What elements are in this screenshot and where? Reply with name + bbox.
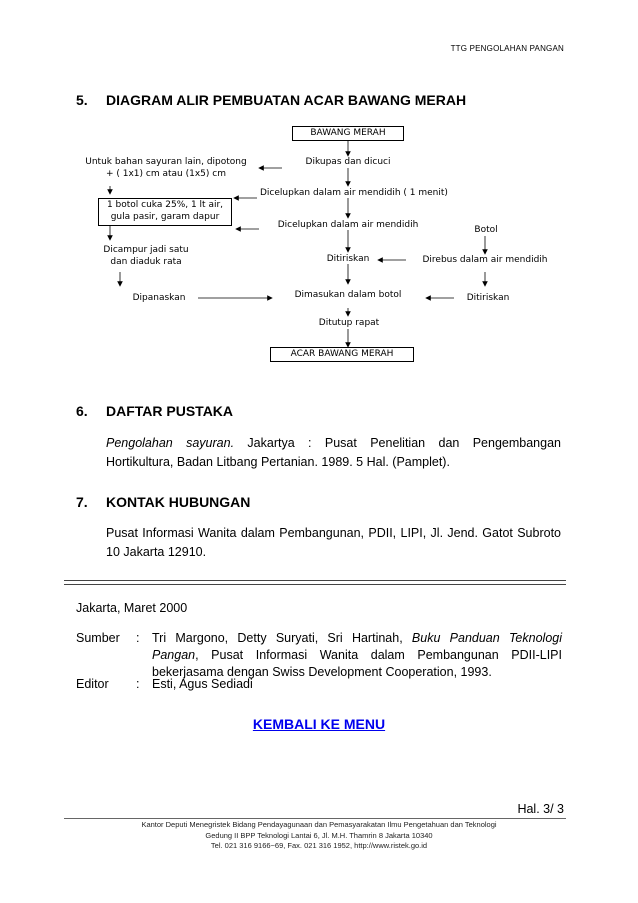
- source-book-title: Buku Panduan Teknologi Pangan: [152, 631, 562, 662]
- section-7-title: KONTAK HUBUNGAN: [106, 494, 251, 510]
- source-colon: :: [136, 631, 140, 645]
- drain-bottle-step: Ditiriskan: [466, 293, 510, 303]
- bottle-label: Botol: [474, 225, 498, 235]
- step-peel: Dikupas dan dicuci: [305, 157, 391, 167]
- footer: [0, 820, 638, 852]
- end-box: ACAR BAWANG MERAH: [270, 347, 414, 362]
- section-6-title: DAFTAR PUSTAKA: [106, 403, 234, 419]
- note-cut-2: + ( 1x1) cm atau (1x5) cm: [105, 169, 226, 179]
- back-to-menu-link[interactable]: KEMBALI KE MENU: [252, 716, 386, 732]
- step-drain: Ditiriskan: [326, 254, 370, 264]
- mix-line-2: dan diaduk rata: [110, 257, 182, 267]
- heat-step: Dipanaskan: [132, 293, 186, 303]
- editor-colon: :: [136, 677, 140, 691]
- editor-label: Editor: [76, 677, 109, 691]
- section-5-number: 5.: [76, 92, 88, 108]
- footer-line-3: Tel. 021 316 9166~69, Fax. 021 316 1952, http://www.ristek.go.id: [210, 841, 428, 850]
- divider-top: [64, 580, 566, 581]
- flow-diagram: [76, 118, 566, 378]
- page-number: Hal. 3/ 3: [517, 802, 564, 816]
- recipe-line-2: gula pasir, garam dapur: [110, 212, 220, 222]
- editor-value: Esti, Agus Sediadi: [152, 677, 253, 691]
- note-cut-1: Untuk bahan sayuran lain, dipotong: [85, 157, 247, 167]
- step-bottle: Dimasukan dalam botol: [294, 290, 402, 300]
- header-tag: TTG PENGOLAHAN PANGAN: [450, 44, 564, 53]
- source-label: Sumber: [76, 631, 120, 645]
- reference-title: Pengolahan sayuran.: [106, 436, 235, 450]
- step-dip-1: Dicelupkan dalam air mendidih ( 1 menit): [260, 188, 448, 198]
- recipe-line-1: 1 botol cuka 25%, 1 lt air,: [106, 200, 224, 210]
- date-line: Jakarta, Maret 2000: [76, 601, 188, 615]
- step-dip-2: Dicelupkan dalam air mendidih: [277, 220, 419, 230]
- source-text: [152, 630, 562, 681]
- section-5-title: DIAGRAM ALIR PEMBUATAN ACAR BAWANG MERAH: [106, 92, 467, 108]
- boil-bottle-step: Direbus dalam air mendidih: [422, 255, 548, 265]
- step-close: Ditutup rapat: [318, 318, 380, 328]
- reference-details: Jakartya : Pusat Penelitian dan Pengembangan Hortikultura, Badan Litbang Pertanian. 1989. 5 Hal. (Pamplet).: [106, 436, 561, 469]
- recipe-box: [98, 198, 232, 226]
- divider-bottom: [64, 584, 566, 585]
- footer-line-2: Gedung II BPP Teknologi Lantai 6, Jl. M.H. Thamrin 8 Jakarta 10340: [205, 830, 433, 840]
- footer-divider: [64, 818, 566, 819]
- start-box: BAWANG MERAH: [292, 126, 404, 141]
- section-7-number: 7.: [76, 494, 88, 510]
- section-6-number: 6.: [76, 403, 88, 419]
- contact-paragraph: Pusat Informasi Wanita dalam Pembangunan, PDII, LIPI, Jl. Jend. Gatot Subroto 10 Jakarta 12910.: [106, 526, 561, 559]
- source-publisher: , Pusat Informasi Wanita dalam Pembangunan PDII-LIPI bekerjasama dengan Swiss Development Cooperation, 1993.: [152, 648, 562, 679]
- footer-line-1: Kantor Deputi Menegristek Bidang Pendayagunaan dan Pemasyarakatan Ilmu Pengetahuan dan Teknologi: [141, 820, 497, 829]
- mix-line-1: Dicampur jadi satu: [103, 245, 189, 255]
- source-authors: Tri Margono, Detty Suryati, Sri Hartinah,: [152, 631, 412, 645]
- reference-paragraph: [106, 434, 561, 472]
